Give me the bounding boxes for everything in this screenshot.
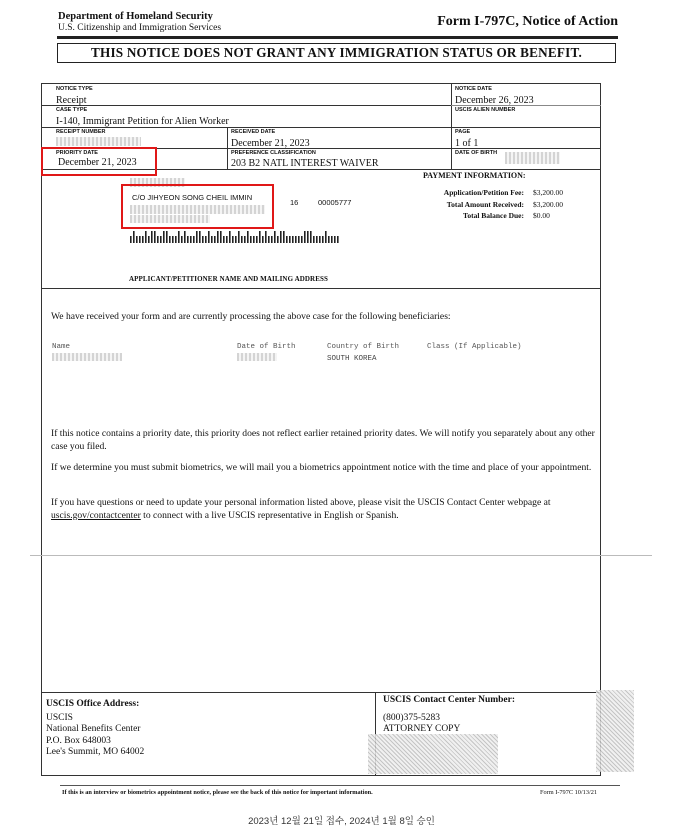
barcode-bar <box>154 231 156 243</box>
barcode-bar <box>262 236 264 243</box>
barcode-bar <box>148 236 150 243</box>
barcode-bar <box>157 236 159 243</box>
contact-center-phone: (800)375-5283 <box>383 712 440 723</box>
barcode-bar <box>313 236 315 243</box>
barcode-bar <box>280 231 282 243</box>
barcode-bar <box>190 236 192 243</box>
barcode-bar <box>199 231 201 243</box>
header-rule <box>57 36 618 39</box>
barcode-bar <box>166 231 168 243</box>
barcode-bar <box>331 236 333 243</box>
preference-label: PREFERENCE CLASSIFICATION <box>231 150 316 156</box>
page-value: 1 of 1 <box>455 138 479 149</box>
office-address-line: Lee's Summit, MO 64002 <box>46 747 145 757</box>
attorney-copy-note: ATTORNEY COPY <box>383 724 461 734</box>
dob-label: DATE OF BIRTH <box>455 150 498 156</box>
barcode-bar <box>205 236 207 243</box>
notice-type-label: NOTICE TYPE <box>56 86 93 92</box>
redacted-scan-noise <box>596 690 634 772</box>
barcode-bar <box>265 231 267 243</box>
fold-line <box>30 555 652 556</box>
barcode-bar <box>328 236 330 243</box>
agency-name: U.S. Citizenship and Immigration Services <box>58 23 222 33</box>
barcode-bar <box>292 236 294 243</box>
barcode-bar <box>229 231 231 243</box>
payment-row-value: $3,200.00 <box>533 199 563 209</box>
barcode-bar <box>316 236 318 243</box>
grid-divider <box>41 127 601 128</box>
contact-center <box>383 695 515 736</box>
payment-title: PAYMENT INFORMATION: <box>423 171 526 180</box>
barcode-bar <box>268 236 270 243</box>
barcode-bar <box>277 236 279 243</box>
bottom-rule <box>60 785 620 786</box>
barcode-bar <box>238 231 240 243</box>
barcode-bar <box>283 231 285 243</box>
office-address-line: USCIS <box>46 712 73 723</box>
page-label: PAGE <box>455 129 471 135</box>
notice-date-label: NOTICE DATE <box>455 86 492 92</box>
barcode-bar <box>337 236 339 243</box>
barcode-bar <box>163 231 165 243</box>
postal-barcode <box>130 229 345 245</box>
barcode-bar <box>142 236 144 243</box>
barcode-bar <box>319 236 321 243</box>
barcode-bar <box>310 231 312 243</box>
barcode-bar <box>301 236 303 243</box>
contact-note-text: If you have questions or need to update your personal information listed above, please visit the USCIS Contact Center webpage at <box>51 497 551 508</box>
redacted-receipt-number <box>56 137 141 146</box>
barcode-bar <box>181 236 183 243</box>
redacted-beneficiary-dob <box>237 353 277 361</box>
preference-value: 203 B2 NATL INTEREST WAIVER <box>231 158 379 169</box>
alien-number-label: USCIS ALIEN NUMBER <box>455 107 516 113</box>
address-num-1: 16 <box>290 198 299 207</box>
barcode-bar <box>304 231 306 243</box>
grid-divider <box>41 105 451 106</box>
barcode-bar <box>334 236 336 243</box>
priority-date-note: If this notice contains a priority date, this priority does not reflect earlier retained priority dates. We will notify you separately about any other case you filed. <box>51 428 595 452</box>
barcode-bar <box>145 231 147 243</box>
beneficiary-col-name: Name <box>52 343 71 351</box>
barcode-bar <box>139 236 141 243</box>
contact-note <box>51 497 603 522</box>
office-address-line: National Benefits Center <box>46 724 141 734</box>
barcode-bar <box>202 236 204 243</box>
notice-type-value: Receipt <box>56 95 87 106</box>
barcode-bar <box>223 236 225 243</box>
barcode-bar <box>322 236 324 243</box>
barcode-bar <box>184 231 186 243</box>
care-of-highlight <box>121 184 274 229</box>
contact-note-text-end: to connect with a live USCIS representative in English or Spanish. <box>140 509 399 521</box>
status-banner-text: THIS NOTICE DOES NOT GRANT ANY IMMIGRATION STATUS OR BENEFIT. <box>91 45 582 60</box>
office-address-line: P.O. Box 648003 <box>46 735 111 746</box>
barcode-bar <box>247 231 249 243</box>
payment-row <box>423 187 563 199</box>
barcode-bar <box>295 236 297 243</box>
office-address-title: USCIS Office Address: <box>46 699 140 709</box>
barcode-bar <box>256 236 258 243</box>
contact-center-title: USCIS Contact Center Number: <box>383 695 516 705</box>
barcode-bar <box>325 231 327 243</box>
status-banner <box>57 43 616 63</box>
address-num-2: 00005777 <box>318 198 352 207</box>
biometrics-note: If we determine you must submit biometrics, we will mail you a biometrics appointment notice with the time and place of your appointment. <box>51 462 592 473</box>
barcode-bar <box>232 236 234 243</box>
barcode-bar <box>259 231 261 243</box>
barcode-bar <box>133 231 135 243</box>
image-caption: 2023년 12월 21일 접수, 2024년 1월 8일 승인 <box>248 816 435 827</box>
beneficiary-country: SOUTH KOREA <box>327 355 377 363</box>
barcode-bar <box>274 231 276 243</box>
barcode-bar <box>217 231 219 243</box>
redacted-dob <box>505 152 560 164</box>
back-notice: If this is an interview or biometrics appointment notice, please see the back of this notice for important information. <box>62 789 373 796</box>
barcode-bar <box>235 236 237 243</box>
footer-box-top <box>41 692 601 693</box>
beneficiary-col-country: Country of Birth <box>327 343 400 351</box>
barcode-bar <box>175 236 177 243</box>
barcode-bar <box>244 236 246 243</box>
barcode-bar <box>250 236 252 243</box>
received-date-value: December 21, 2023 <box>231 138 310 149</box>
barcode-bar <box>160 236 162 243</box>
barcode-bar <box>286 236 288 243</box>
payment-row-value: $3,200.00 <box>533 188 563 197</box>
form-id: Form I-797C 10/13/21 <box>540 789 598 796</box>
redacted-scan-noise <box>368 734 498 774</box>
priority-date-value: December 21, 2023 <box>58 157 137 168</box>
payment-row-label: Total Balance Due: <box>463 211 524 220</box>
barcode-bar <box>172 236 174 243</box>
payment-row-label: Application/Petition Fee: <box>443 188 524 197</box>
barcode-bar <box>307 231 309 243</box>
applicant-section-label: APPLICANT/PETITIONER NAME AND MAILING ADDRESS <box>129 275 328 283</box>
barcode-bar <box>130 236 132 243</box>
barcode-bar <box>208 231 210 243</box>
form-title: Form I-797C, Notice of Action <box>437 14 618 29</box>
barcode-bar <box>220 231 222 243</box>
section-divider <box>41 288 601 289</box>
barcode-bar <box>214 236 216 243</box>
contact-center-link[interactable]: uscis.gov/contactcenter <box>51 509 141 521</box>
redacted-beneficiary-name <box>52 353 122 361</box>
priority-date-label: PRIORITY DATE <box>56 150 98 156</box>
barcode-bar <box>196 231 198 243</box>
office-address <box>46 699 144 759</box>
case-type-value: I-140, Immigrant Petition for Alien Worker <box>56 116 229 127</box>
payment-row-value: $0.00 <box>533 211 550 220</box>
agency-header <box>58 11 221 34</box>
barcode-bar <box>136 236 138 243</box>
priority-date-highlight <box>41 147 157 176</box>
payment-row-label: Total Amount Received: <box>446 199 524 209</box>
barcode-bar <box>178 231 180 243</box>
barcode-bar <box>289 236 291 243</box>
barcode-bar <box>298 236 300 243</box>
received-date-label: RECEIVED DATE <box>231 129 276 135</box>
notice-date-value: December 26, 2023 <box>455 95 534 106</box>
payment-row <box>423 199 563 211</box>
beneficiary-col-class: Class (If Applicable) <box>427 343 522 351</box>
barcode-bar <box>241 236 243 243</box>
barcode-bar <box>211 236 213 243</box>
barcode-bar <box>187 236 189 243</box>
barcode-bar <box>193 236 195 243</box>
payment-row <box>423 210 563 222</box>
grid-divider <box>451 83 452 169</box>
payment-info <box>423 171 563 222</box>
barcode-bar <box>151 231 153 243</box>
barcode-bar <box>253 236 255 243</box>
department-name: Department of Homeland Security <box>58 11 213 22</box>
receipt-number-label: RECEIPT NUMBER <box>56 129 106 135</box>
care-of-line: C/O JIHYEON SONG CHEIL IMMIN <box>132 193 253 202</box>
barcode-bar <box>169 236 171 243</box>
barcode-bar <box>226 236 228 243</box>
beneficiary-col-dob: Date of Birth <box>237 343 296 351</box>
intro-text: We have received your form and are currently processing the above case for the following beneficiaries: <box>51 311 451 322</box>
case-type-label: CASE TYPE <box>56 107 88 113</box>
barcode-bar <box>271 236 273 243</box>
